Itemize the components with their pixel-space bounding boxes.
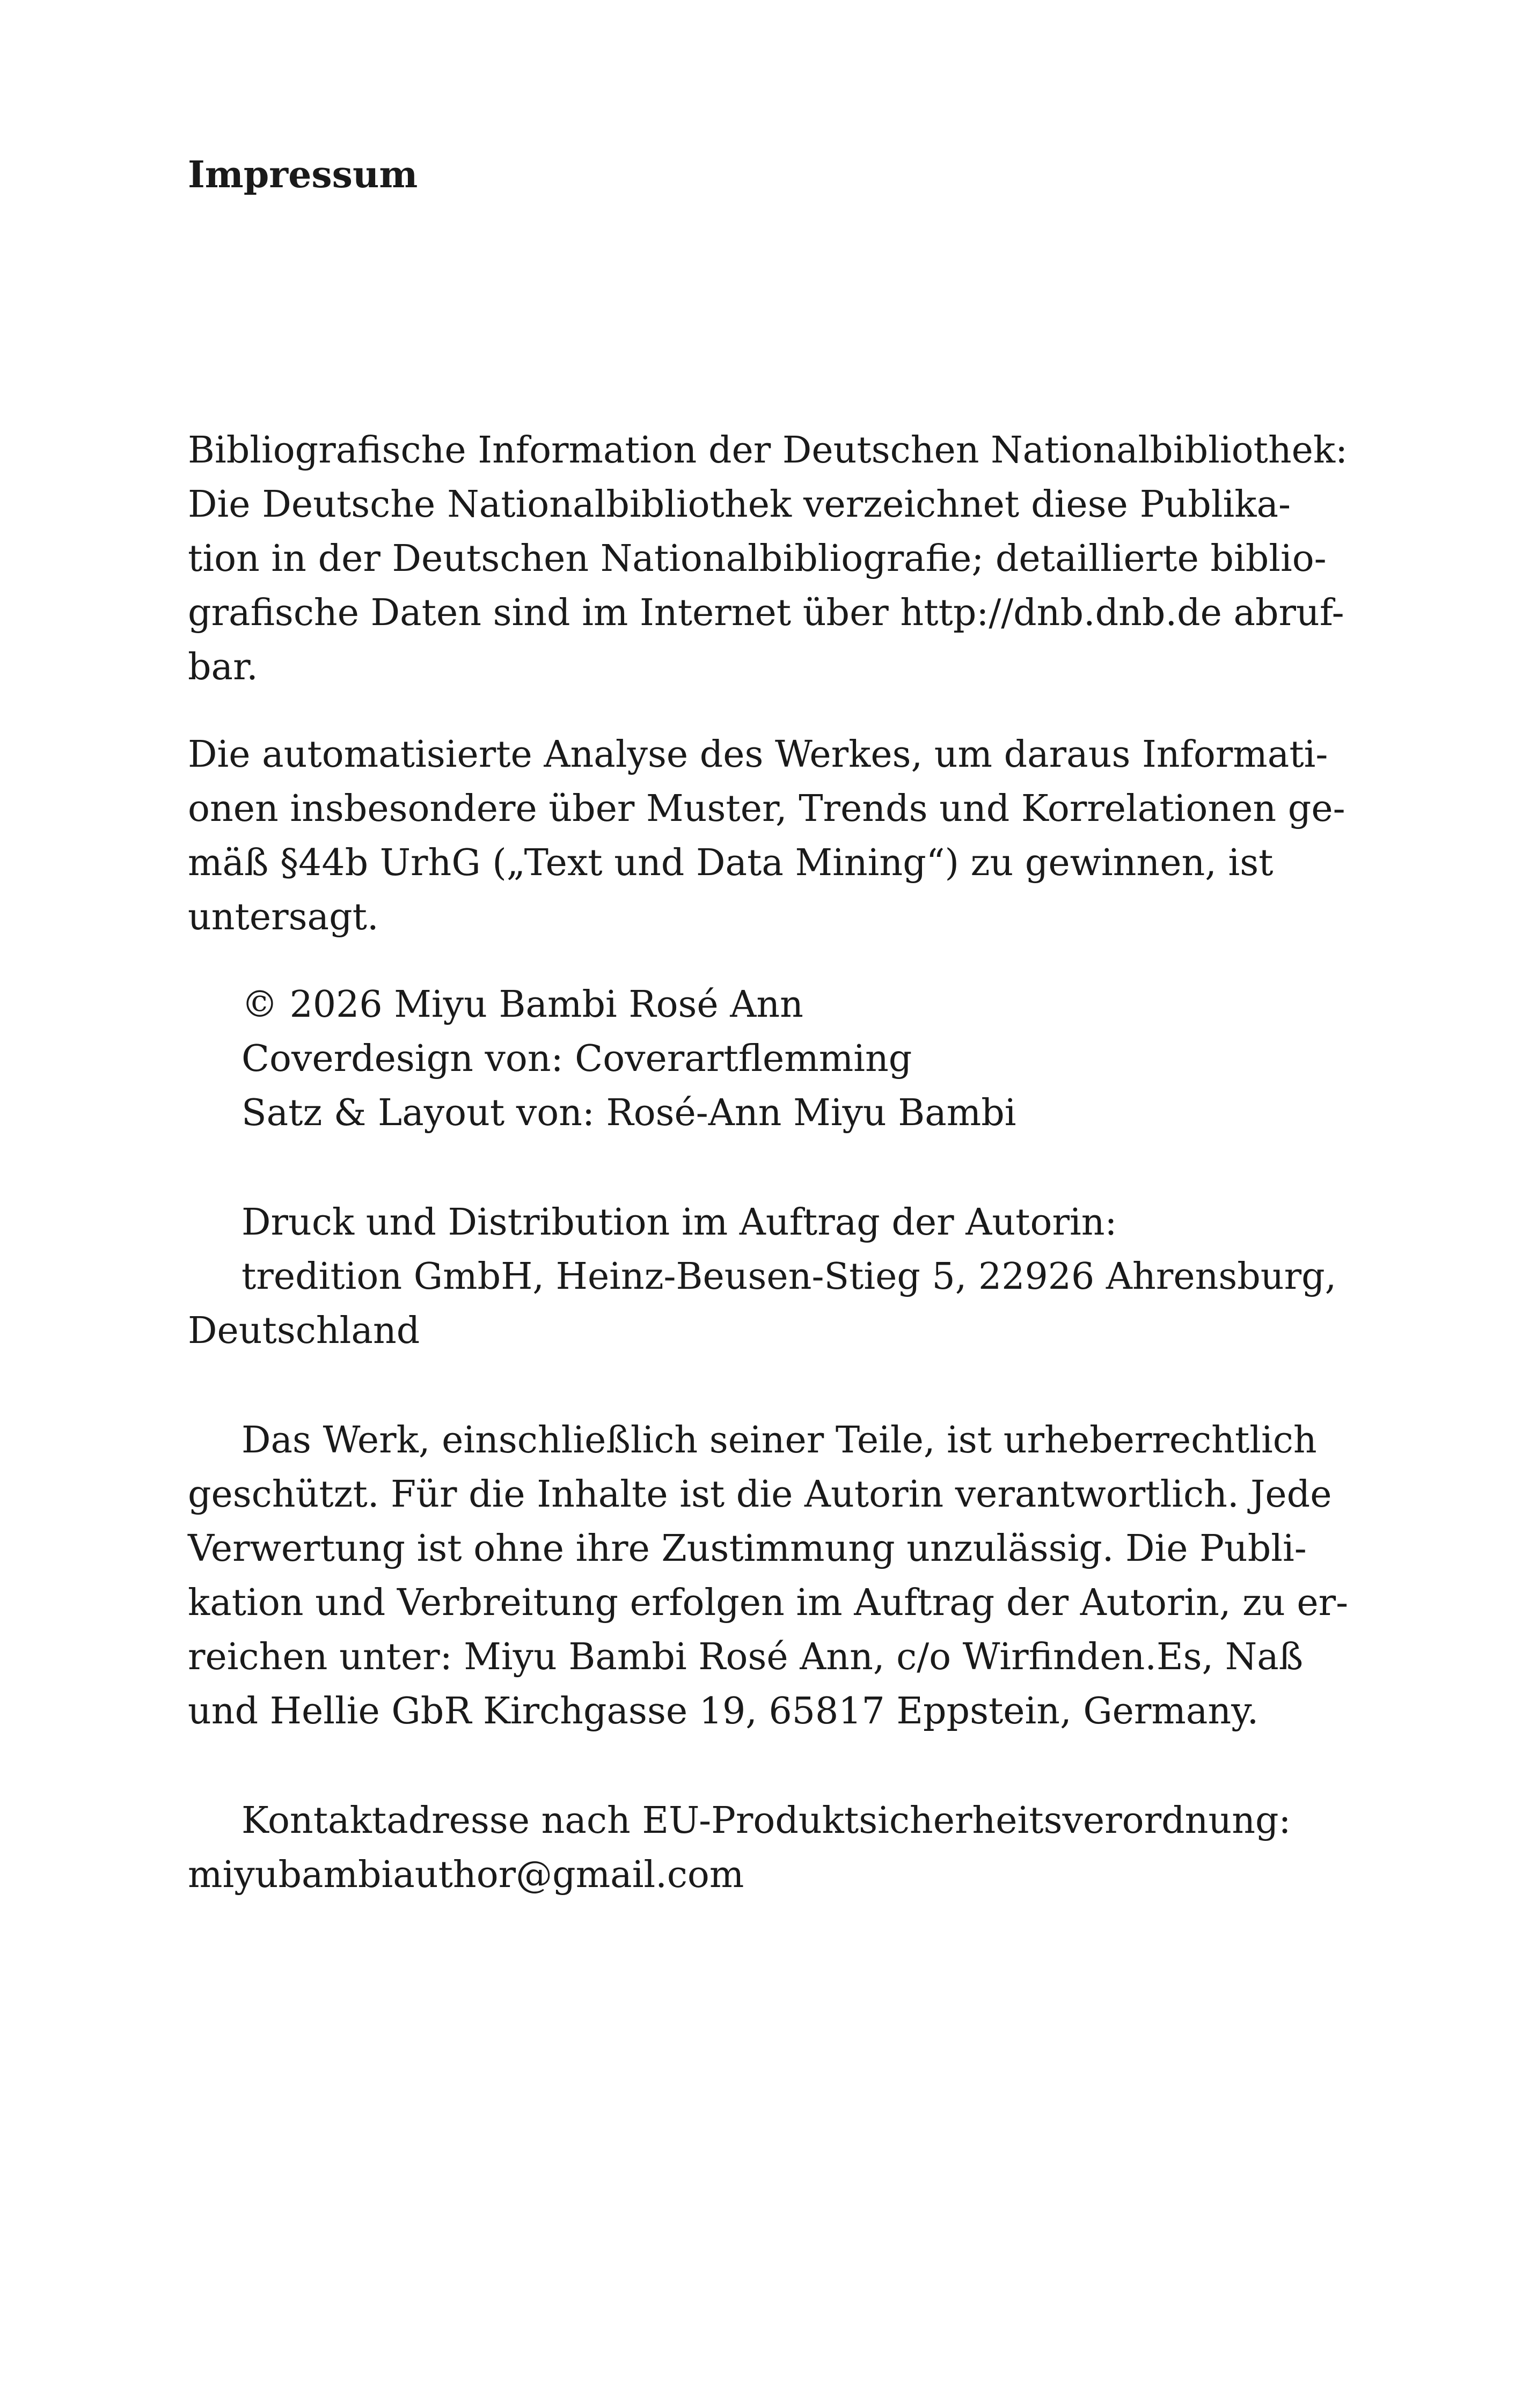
coverdesign-line: Coverdesign von: Coverartflemming <box>242 1038 912 1080</box>
rights-line-5: reichen unter: Miyu Bambi Rosé Ann, c/o Wirfinden.Es, Naß <box>188 1636 1304 1678</box>
biblio-line-1: Bibliografische Information der Deutschen Nationalbibliothek: <box>188 429 1348 472</box>
distribution-line-1: Druck und Distribution im Auftrag der Autorin: <box>242 1201 1117 1244</box>
rights-line-4: kation und Verbreitung erfolgen im Auftrag der Autorin, zu er- <box>188 1582 1349 1624</box>
biblio-line-5: bar. <box>188 646 258 688</box>
biblio-line-3: tion in der Deutschen Nationalbibliografie; detaillierte biblio- <box>188 538 1327 580</box>
biblio-line-2: Die Deutsche Nationalbibliothek verzeichnet diese Publika- <box>188 483 1291 526</box>
tdm-line-3: mäß §44b UrhG („Text und Data Mining“) zu gewinnen, ist <box>188 842 1274 884</box>
distribution-line-2: tredition GmbH, Heinz-Beusen-Stieg 5, 22926 Ahrensburg, <box>242 1256 1337 1298</box>
tdm-line-4: untersagt. <box>188 896 379 938</box>
rights-line-2: geschützt. Für die Inhalte ist die Autorin verantwortlich. Jede <box>188 1473 1332 1516</box>
layout-line: Satz & Layout von: Rosé-Ann Miyu Bambi <box>242 1092 1016 1134</box>
tdm-line-2: onen insbesondere über Muster, Trends und Korrelationen ge- <box>188 788 1345 830</box>
tdm-line-1: Die automatisierte Analyse des Werkes, um daraus Informati- <box>188 733 1328 776</box>
contact-email: miyubambiauthor@gmail.com <box>188 1854 744 1896</box>
rights-line-3: Verwertung ist ohne ihre Zustimmung unzulässig. Die Publi- <box>188 1528 1307 1570</box>
contact-line-1: Kontaktadresse nach EU-Produktsicherheitsverordnung: <box>242 1800 1291 1842</box>
distribution-line-3: Deutschland <box>188 1310 420 1352</box>
rights-line-6: und Hellie GbR Kirchgasse 19, 65817 Eppstein, Germany. <box>188 1690 1259 1732</box>
biblio-line-4: grafische Daten sind im Internet über http://dnb.dnb.de abruf- <box>188 592 1344 634</box>
rights-line-1: Das Werk, einschließlich seiner Teile, ist urheberrechtlich <box>242 1419 1317 1462</box>
page-title: Impressum <box>188 153 418 196</box>
copyright-line: © 2026 Miyu Bambi Rosé Ann <box>242 983 803 1026</box>
